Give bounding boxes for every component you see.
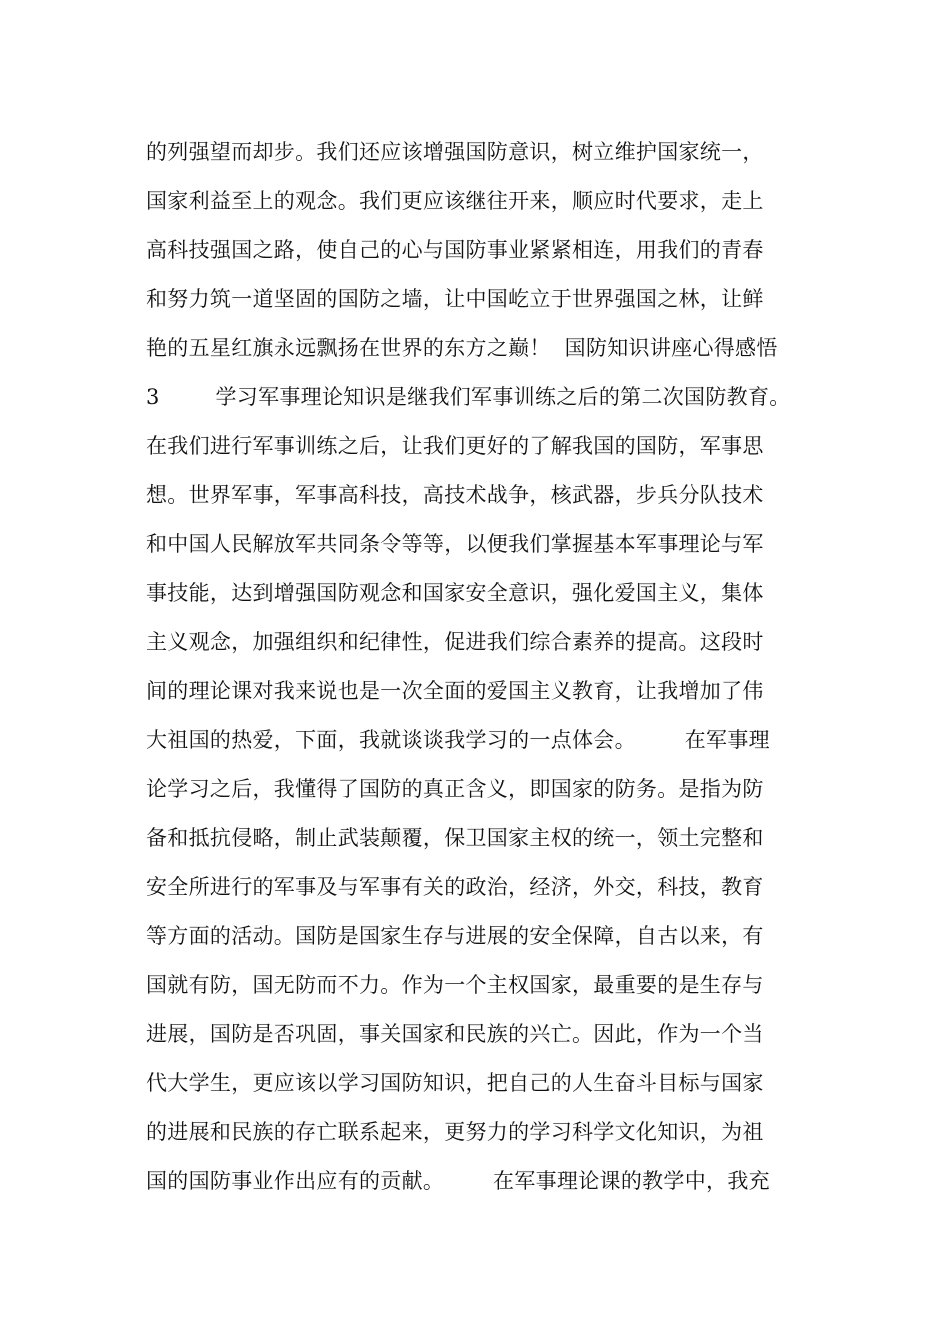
text-line: 和中国人民解放军共同条令等等，以便我们掌握基本军事理论与军	[146, 532, 764, 556]
text-line: 国的国防事业作出应有的贡献。 在军事理论课的教学中，我充	[146, 1169, 770, 1193]
text-line: 代大学生，更应该以学习国防知识，把自己的人生奋斗目标与国家	[146, 1071, 764, 1095]
text-line: 安全所进行的军事及与军事有关的政治，经济，外交，科技，教育	[146, 875, 764, 899]
text-line: 高科技强国之路，使自己的心与国防事业紧紧相连，用我们的青春	[146, 238, 764, 262]
text-line: 的列强望而却步。我们还应该增强国防意识，树立维护国家统一，	[146, 140, 764, 164]
text-line: 艳的五星红旗永远飘扬在世界的东方之巅！ 国防知识讲座心得感悟	[146, 336, 778, 360]
text-line: 大祖国的热爱，下面，我就谈谈我学习的一点体会。 在军事理	[146, 728, 770, 752]
body-text	[146, 128, 836, 1206]
text-line: 和努力筑一道坚固的国防之墙，让中国屹立于世界强国之林，让鲜	[146, 287, 764, 311]
text-line: 在我们进行军事训练之后，让我们更好的了解我国的国防，军事思	[146, 434, 764, 458]
text-line: 国家利益至上的观念。我们更应该继往开来，顺应时代要求，走上	[146, 189, 764, 213]
text-line: 事技能，达到增强国防观念和国家安全意识，强化爱国主义，集体	[146, 581, 764, 605]
text-line: 主义观念，加强组织和纪律性，促进我们综合素养的提高。这段时	[146, 630, 764, 654]
text-line: 国就有防，国无防而不力。作为一个主权国家，最重要的是生存与	[146, 973, 764, 997]
text-line: 想。世界军事，军事高科技，高技术战争，核武器，步兵分队技术	[146, 483, 764, 507]
text-line: 的进展和民族的存亡联系起来，更努力的学习科学文化知识，为祖	[146, 1120, 764, 1144]
text-line: 论学习之后，我懂得了国防的真正含义，即国家的防务。是指为防	[146, 777, 764, 801]
text-line: 备和抵抗侵略，制止武装颠覆，保卫国家主权的统一，领土完整和	[146, 826, 764, 850]
text-line: 3 学习军事理论知识是继我们军事训练之后的第二次国防教育。	[146, 385, 791, 409]
text-line: 间的理论课对我来说也是一次全面的爱国主义教育，让我增加了伟	[146, 679, 764, 703]
text-line: 等方面的活动。国防是国家生存与进展的安全保障，自古以来，有	[146, 924, 764, 948]
text-line: 进展，国防是否巩固，事关国家和民族的兴亡。因此，作为一个当	[146, 1022, 764, 1046]
